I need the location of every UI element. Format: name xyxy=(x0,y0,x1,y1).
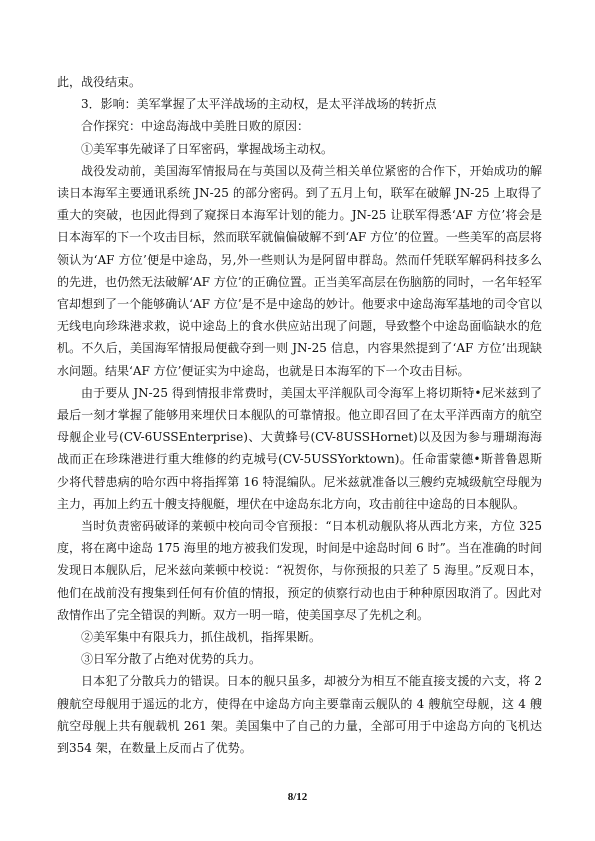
paragraph: 日本犯了分散兵力的错误。日本的舰只虽多，却被分为相互不能直接支援的六支，将 2艘航空母舰用于遥远的北方，使得在中途岛方向主要靠南云舰队的 4 艘航空母舰，这 4 艘航空母舰上共有舰载机 261 架。美国集中了自己的力量，全部可用于中途岛方向的飞机达到354 架，在数量上反而占了优势。 xyxy=(57,674,542,756)
paragraph: ③日军分散了占绝对优势的兵力。 xyxy=(81,652,262,667)
paragraph: 合作探究：中途岛海战中美胜日败的原因： xyxy=(81,119,310,134)
page-number: 8/12 xyxy=(287,791,308,803)
paragraph: ①美军事先破译了日军密码，掌握战场主动权。 xyxy=(81,141,334,156)
paragraph: 战役发动前，美国海军情报局在与英国以及荷兰相关单位紧密的合作下，开始成功的解读日本海军主要通讯系统 JN-25 的部分密码。到了五月上旬，联军在破解 JN-25 上取得了重大的突破，也因此得到了窥探日本海军计划的能力。JN-25 让联军得悉‘AF 方位’将会是日本海军的下一个攻击目标，然而联军就偏偏破解不到‘AF 方位’的位置。一些美军的高层将领认为‘AF 方位’便是中途岛，另,外一些则认为是阿留申群岛。然而仟凭联军解码科技多么的先进，也仍然无法破解‘AF 方位’的正确位置。正当美军高层在伤脑筋的同时，一名年轻军官却想到了一个能够确认‘AF 方位’是不是中途岛的妙计。他要求中途岛海军基地的司令官以无线电向珍珠港求救，说中途岛上的食水供应站出现了问题，导致整个中途岛面临缺水的危机。不久后，美国海军情报局便截夺到一则 JN-25 信息，内容果然提到了‘AF 方位’出现缺水问题。结果‘AF 方位’便证实为中途岛，也就是日本海军的下一个攻击目标。 xyxy=(57,163,542,378)
paragraph: 此，战役结束。 xyxy=(57,75,142,89)
paragraph: 当时负责密码破译的莱顿中校向司令官预报：“日本机动舰队将从西北方来，方位 325度，将在离中途岛 175 海里的地方被我们发现，时间是中途岛时间 6 时”。当在准确的时间发现日本舰队后，尼米兹向莱顿中校说：“祝贺你，与你预报的只差了 5 海里。”反观日本，他们在战前没有搜集到任何有价值的情报，预定的侦察行动也由于种种原因取消了。因此对敌情作出了完全错误的判断。双方一明一暗，使美国享尽了先机之利。 xyxy=(57,519,542,622)
body-text xyxy=(57,71,542,759)
paragraph: 由于要从 JN-25 得到情报非常费时，美国太平洋舰队司令海军上将切斯特•尼米兹到了最后一刻才掌握了能够用来埋伏日本舰队的可靠情报。他立即召回了在太平洋西南方的航空母舰企业号(CV-6USSEnterprise)、大黄蜂号(CV-8USSHornet)以及因为参与珊瑚海海战而正在珍珠港进行重大维修的约克城号(CV-5USSYorktown)。任命雷蒙德•斯普鲁恩斯少将代替患病的哈尔西中将指挥第 16 特混编队。尼米兹就准备以三艘约克城级航空母舰为主力，再加上约五十艘支持舰艇，埋伏在中途岛东北方向，攻击前往中途岛的日本舰队。 xyxy=(57,385,542,511)
paragraph: ②美军集中有限兵力，抓住战机，指挥果断。 xyxy=(81,630,322,645)
paragraph: 3．影响：美军掌握了太平洋战场的主动权，是太平洋战场的转折点 xyxy=(81,97,437,112)
